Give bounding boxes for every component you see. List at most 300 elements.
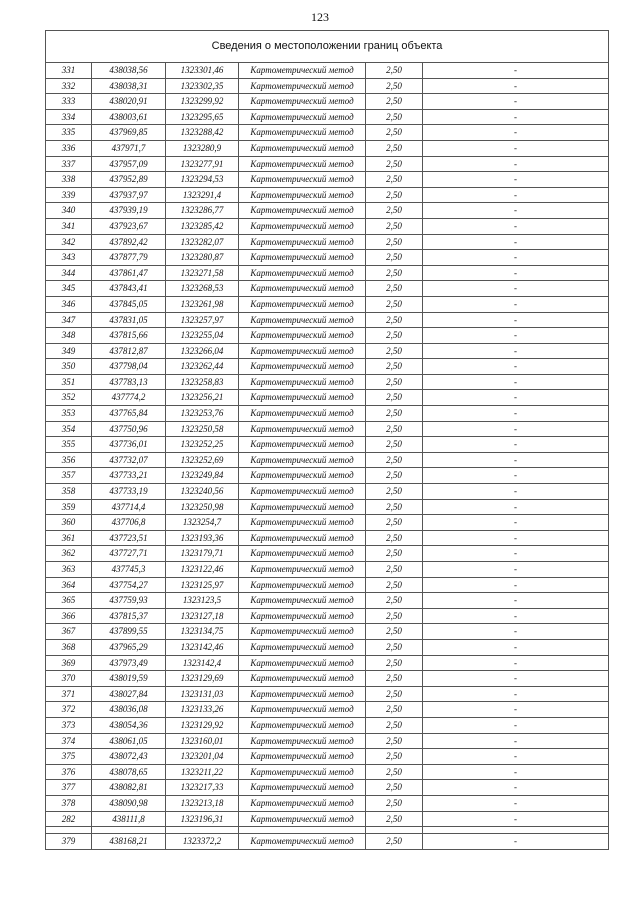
accuracy: 2,50 [366, 343, 423, 359]
coord-y: 1323211,22 [166, 764, 239, 780]
method: Картометрический метод [239, 78, 366, 94]
coord-x: 437732,07 [92, 452, 166, 468]
point-number: 337 [46, 156, 92, 172]
coord-x: 437759,93 [92, 593, 166, 609]
accuracy: 2,50 [366, 187, 423, 203]
description: - [423, 125, 609, 141]
point-number: 343 [46, 250, 92, 266]
coord-y: 1323295,65 [166, 109, 239, 125]
coord-y: 1323254,7 [166, 515, 239, 531]
coord-y: 1323196,31 [166, 811, 239, 827]
table-row [46, 421, 609, 437]
method: Картометрический метод [239, 546, 366, 562]
table-row [46, 63, 609, 79]
description: - [423, 187, 609, 203]
table-row [46, 639, 609, 655]
point-number: 372 [46, 702, 92, 718]
accuracy: 2,50 [366, 406, 423, 422]
coord-x: 437973,49 [92, 655, 166, 671]
method: Картометрический метод [239, 94, 366, 110]
accuracy: 2,50 [366, 562, 423, 578]
coord-x: 437774,2 [92, 390, 166, 406]
coord-y: 1323129,69 [166, 671, 239, 687]
description: - [423, 172, 609, 188]
accuracy: 2,50 [366, 546, 423, 562]
table-row [46, 764, 609, 780]
description: - [423, 468, 609, 484]
method: Картометрический метод [239, 702, 366, 718]
coord-x: 437831,05 [92, 312, 166, 328]
method: Картометрический метод [239, 406, 366, 422]
coord-y: 1323302,35 [166, 78, 239, 94]
coord-y: 1323240,56 [166, 484, 239, 500]
method: Картометрический метод [239, 686, 366, 702]
method: Картометрический метод [239, 125, 366, 141]
accuracy: 2,50 [366, 78, 423, 94]
point-number: 360 [46, 515, 92, 531]
empty-cell [46, 827, 92, 834]
accuracy: 2,50 [366, 437, 423, 453]
coord-x: 438036,08 [92, 702, 166, 718]
table-row [46, 203, 609, 219]
table-title-row [46, 31, 609, 63]
method: Картометрический метод [239, 764, 366, 780]
coord-y: 1323179,71 [166, 546, 239, 562]
coord-y: 1323250,98 [166, 499, 239, 515]
point-number: 350 [46, 359, 92, 375]
table-row [46, 834, 609, 850]
accuracy: 2,50 [366, 468, 423, 484]
accuracy: 2,50 [366, 63, 423, 79]
description: - [423, 484, 609, 500]
table-row [46, 484, 609, 500]
point-number: 374 [46, 733, 92, 749]
coord-y: 1323142,46 [166, 639, 239, 655]
description: - [423, 203, 609, 219]
description: - [423, 749, 609, 765]
coord-x: 438020,91 [92, 94, 166, 110]
coord-x: 438072,43 [92, 749, 166, 765]
coord-x: 437706,8 [92, 515, 166, 531]
accuracy: 2,50 [366, 265, 423, 281]
table-row [46, 125, 609, 141]
method: Картометрический метод [239, 608, 366, 624]
description: - [423, 639, 609, 655]
point-number: 345 [46, 281, 92, 297]
description: - [423, 296, 609, 312]
description: - [423, 608, 609, 624]
point-number: 375 [46, 749, 92, 765]
description: - [423, 390, 609, 406]
point-number: 332 [46, 78, 92, 94]
method: Картометрический метод [239, 187, 366, 203]
coord-x: 437939,19 [92, 203, 166, 219]
method: Картометрический метод [239, 562, 366, 578]
accuracy: 2,50 [366, 795, 423, 811]
table-row [46, 655, 609, 671]
description: - [423, 452, 609, 468]
accuracy: 2,50 [366, 780, 423, 796]
coord-x: 438061,05 [92, 733, 166, 749]
table-row [46, 374, 609, 390]
table-row [46, 702, 609, 718]
accuracy: 2,50 [366, 686, 423, 702]
coord-x: 437937,97 [92, 187, 166, 203]
table-row [46, 795, 609, 811]
coord-y: 1323301,46 [166, 63, 239, 79]
table-row [46, 94, 609, 110]
description: - [423, 562, 609, 578]
accuracy: 2,50 [366, 499, 423, 515]
coord-x: 437815,66 [92, 328, 166, 344]
coord-y: 1323262,44 [166, 359, 239, 375]
table-row [46, 296, 609, 312]
method: Картометрический метод [239, 811, 366, 827]
coord-x: 437815,37 [92, 608, 166, 624]
method: Картометрический метод [239, 109, 366, 125]
coord-y: 1323213,18 [166, 795, 239, 811]
coord-y: 1323288,42 [166, 125, 239, 141]
table-row [46, 608, 609, 624]
coord-y: 1323277,91 [166, 156, 239, 172]
description: - [423, 250, 609, 266]
method: Картометрический метод [239, 639, 366, 655]
point-number: 357 [46, 468, 92, 484]
accuracy: 2,50 [366, 328, 423, 344]
description: - [423, 109, 609, 125]
coord-y: 1323255,04 [166, 328, 239, 344]
accuracy: 2,50 [366, 359, 423, 375]
description: - [423, 811, 609, 827]
description: - [423, 359, 609, 375]
empty-cell [166, 827, 239, 834]
coord-x: 437957,09 [92, 156, 166, 172]
point-number: 346 [46, 296, 92, 312]
coord-y: 1323217,33 [166, 780, 239, 796]
description: - [423, 63, 609, 79]
table-row [46, 437, 609, 453]
description: - [423, 421, 609, 437]
coord-x: 437736,01 [92, 437, 166, 453]
coord-x: 437923,67 [92, 218, 166, 234]
method: Картометрический метод [239, 203, 366, 219]
method: Картометрический метод [239, 530, 366, 546]
coord-x: 437965,29 [92, 639, 166, 655]
method: Картометрический метод [239, 717, 366, 733]
point-number: 341 [46, 218, 92, 234]
description: - [423, 624, 609, 640]
description: - [423, 328, 609, 344]
method: Картометрический метод [239, 390, 366, 406]
coord-y: 1323282,07 [166, 234, 239, 250]
accuracy: 2,50 [366, 484, 423, 500]
coord-x: 437845,05 [92, 296, 166, 312]
point-number: 368 [46, 639, 92, 655]
description: - [423, 234, 609, 250]
coord-y: 1323294,53 [166, 172, 239, 188]
table-row [46, 328, 609, 344]
coord-x: 438082,81 [92, 780, 166, 796]
method: Картометрический метод [239, 359, 366, 375]
method: Картометрический метод [239, 515, 366, 531]
coord-x: 437899,55 [92, 624, 166, 640]
coord-x: 437733,21 [92, 468, 166, 484]
accuracy: 2,50 [366, 172, 423, 188]
method: Картометрический метод [239, 234, 366, 250]
method: Картометрический метод [239, 281, 366, 297]
table-row [46, 624, 609, 640]
method: Картометрический метод [239, 484, 366, 500]
coord-y: 1323291,4 [166, 187, 239, 203]
coord-x: 437733,19 [92, 484, 166, 500]
accuracy: 2,50 [366, 296, 423, 312]
table-row [46, 717, 609, 733]
accuracy: 2,50 [366, 608, 423, 624]
coord-x: 437952,89 [92, 172, 166, 188]
method: Картометрический метод [239, 780, 366, 796]
coord-y: 1323271,58 [166, 265, 239, 281]
table-row [46, 530, 609, 546]
point-number: 339 [46, 187, 92, 203]
table-row [46, 172, 609, 188]
table-row [46, 234, 609, 250]
description: - [423, 764, 609, 780]
coord-y: 1323134,75 [166, 624, 239, 640]
method: Картометрический метод [239, 172, 366, 188]
point-number: 369 [46, 655, 92, 671]
coord-y: 1323299,92 [166, 94, 239, 110]
description: - [423, 156, 609, 172]
point-number: 348 [46, 328, 92, 344]
point-number: 355 [46, 437, 92, 453]
method: Картометрический метод [239, 63, 366, 79]
description: - [423, 140, 609, 156]
accuracy: 2,50 [366, 639, 423, 655]
coord-x: 437745,3 [92, 562, 166, 578]
point-number: 336 [46, 140, 92, 156]
coord-x: 437727,71 [92, 546, 166, 562]
description: - [423, 515, 609, 531]
table-row [46, 406, 609, 422]
method: Картометрический метод [239, 343, 366, 359]
description: - [423, 834, 609, 850]
point-number: 373 [46, 717, 92, 733]
description: - [423, 218, 609, 234]
accuracy: 2,50 [366, 530, 423, 546]
accuracy: 2,50 [366, 702, 423, 718]
coord-x: 437892,42 [92, 234, 166, 250]
point-number: 370 [46, 671, 92, 687]
point-number: 358 [46, 484, 92, 500]
point-number: 333 [46, 94, 92, 110]
table-gap-row [46, 827, 609, 834]
method: Картометрический метод [239, 312, 366, 328]
method: Картометрический метод [239, 140, 366, 156]
method: Картометрический метод [239, 421, 366, 437]
accuracy: 2,50 [366, 125, 423, 141]
point-number: 365 [46, 593, 92, 609]
point-number: 342 [46, 234, 92, 250]
coord-x: 438027,84 [92, 686, 166, 702]
coord-y: 1323286,77 [166, 203, 239, 219]
method: Картометрический метод [239, 468, 366, 484]
table-row [46, 78, 609, 94]
table-row [46, 468, 609, 484]
point-number: 359 [46, 499, 92, 515]
method: Картометрический метод [239, 452, 366, 468]
coord-y: 1323123,5 [166, 593, 239, 609]
coord-x: 437783,13 [92, 374, 166, 390]
coord-y: 1323280,9 [166, 140, 239, 156]
point-number: 371 [46, 686, 92, 702]
accuracy: 2,50 [366, 156, 423, 172]
page-number: 123 [311, 10, 329, 24]
accuracy: 2,50 [366, 834, 423, 850]
coord-x: 438003,61 [92, 109, 166, 125]
accuracy: 2,50 [366, 109, 423, 125]
coord-x: 438038,56 [92, 63, 166, 79]
point-number: 356 [46, 452, 92, 468]
table-row [46, 546, 609, 562]
boundary-table [45, 30, 609, 850]
table-row [46, 671, 609, 687]
coord-y: 1323201,04 [166, 749, 239, 765]
table-row [46, 109, 609, 125]
method: Картометрический метод [239, 577, 366, 593]
method: Картометрический метод [239, 265, 366, 281]
point-number: 282 [46, 811, 92, 827]
point-number: 377 [46, 780, 92, 796]
point-number: 352 [46, 390, 92, 406]
table-row [46, 577, 609, 593]
point-number: 353 [46, 406, 92, 422]
coord-x: 438019,59 [92, 671, 166, 687]
accuracy: 2,50 [366, 218, 423, 234]
coord-y: 1323250,58 [166, 421, 239, 437]
point-number: 347 [46, 312, 92, 328]
accuracy: 2,50 [366, 515, 423, 531]
point-number: 344 [46, 265, 92, 281]
description: - [423, 733, 609, 749]
table-row [46, 811, 609, 827]
point-number: 334 [46, 109, 92, 125]
coord-x: 437971,7 [92, 140, 166, 156]
coord-y: 1323280,87 [166, 250, 239, 266]
table-row [46, 265, 609, 281]
coord-y: 1323133,26 [166, 702, 239, 718]
description: - [423, 499, 609, 515]
accuracy: 2,50 [366, 671, 423, 687]
coord-x: 437723,51 [92, 530, 166, 546]
method: Картометрический метод [239, 733, 366, 749]
description: - [423, 343, 609, 359]
accuracy: 2,50 [366, 250, 423, 266]
coord-x: 438168,21 [92, 834, 166, 850]
coord-y: 1323193,36 [166, 530, 239, 546]
point-number: 363 [46, 562, 92, 578]
point-number: 340 [46, 203, 92, 219]
coord-y: 1323285,42 [166, 218, 239, 234]
description: - [423, 530, 609, 546]
method: Картометрический метод [239, 593, 366, 609]
description: - [423, 671, 609, 687]
table-row [46, 452, 609, 468]
accuracy: 2,50 [366, 374, 423, 390]
accuracy: 2,50 [366, 281, 423, 297]
empty-cell [239, 827, 366, 834]
coord-x: 437714,4 [92, 499, 166, 515]
accuracy: 2,50 [366, 749, 423, 765]
coord-x: 438111,8 [92, 811, 166, 827]
point-number: 361 [46, 530, 92, 546]
method: Картометрический метод [239, 499, 366, 515]
coord-x: 437861,47 [92, 265, 166, 281]
coord-x: 437765,84 [92, 406, 166, 422]
method: Картометрический метод [239, 328, 366, 344]
coord-x: 437969,85 [92, 125, 166, 141]
table-row [46, 686, 609, 702]
table-row [46, 515, 609, 531]
method: Картометрический метод [239, 749, 366, 765]
description: - [423, 406, 609, 422]
coord-y: 1323127,18 [166, 608, 239, 624]
description: - [423, 281, 609, 297]
description: - [423, 686, 609, 702]
method: Картометрический метод [239, 250, 366, 266]
table-row [46, 733, 609, 749]
coord-y: 1323266,04 [166, 343, 239, 359]
accuracy: 2,50 [366, 452, 423, 468]
table-row [46, 499, 609, 515]
description: - [423, 546, 609, 562]
point-number: 331 [46, 63, 92, 79]
table-row [46, 156, 609, 172]
coord-y: 1323122,46 [166, 562, 239, 578]
point-number: 366 [46, 608, 92, 624]
accuracy: 2,50 [366, 203, 423, 219]
coord-y: 1323372,2 [166, 834, 239, 850]
description: - [423, 655, 609, 671]
method: Картометрический метод [239, 624, 366, 640]
point-number: 338 [46, 172, 92, 188]
accuracy: 2,50 [366, 312, 423, 328]
accuracy: 2,50 [366, 655, 423, 671]
point-number: 379 [46, 834, 92, 850]
accuracy: 2,50 [366, 764, 423, 780]
table-row [46, 312, 609, 328]
coord-y: 1323249,84 [166, 468, 239, 484]
coord-x: 438038,31 [92, 78, 166, 94]
table-row [46, 281, 609, 297]
description: - [423, 374, 609, 390]
description: - [423, 94, 609, 110]
table-row [46, 593, 609, 609]
coord-x: 437750,96 [92, 421, 166, 437]
coord-y: 1323261,98 [166, 296, 239, 312]
point-number: 349 [46, 343, 92, 359]
accuracy: 2,50 [366, 140, 423, 156]
table-row [46, 250, 609, 266]
description: - [423, 265, 609, 281]
accuracy: 2,50 [366, 234, 423, 250]
description: - [423, 593, 609, 609]
coord-y: 1323142,4 [166, 655, 239, 671]
accuracy: 2,50 [366, 390, 423, 406]
coord-x: 438090,98 [92, 795, 166, 811]
description: - [423, 795, 609, 811]
empty-cell [366, 827, 423, 834]
description: - [423, 577, 609, 593]
